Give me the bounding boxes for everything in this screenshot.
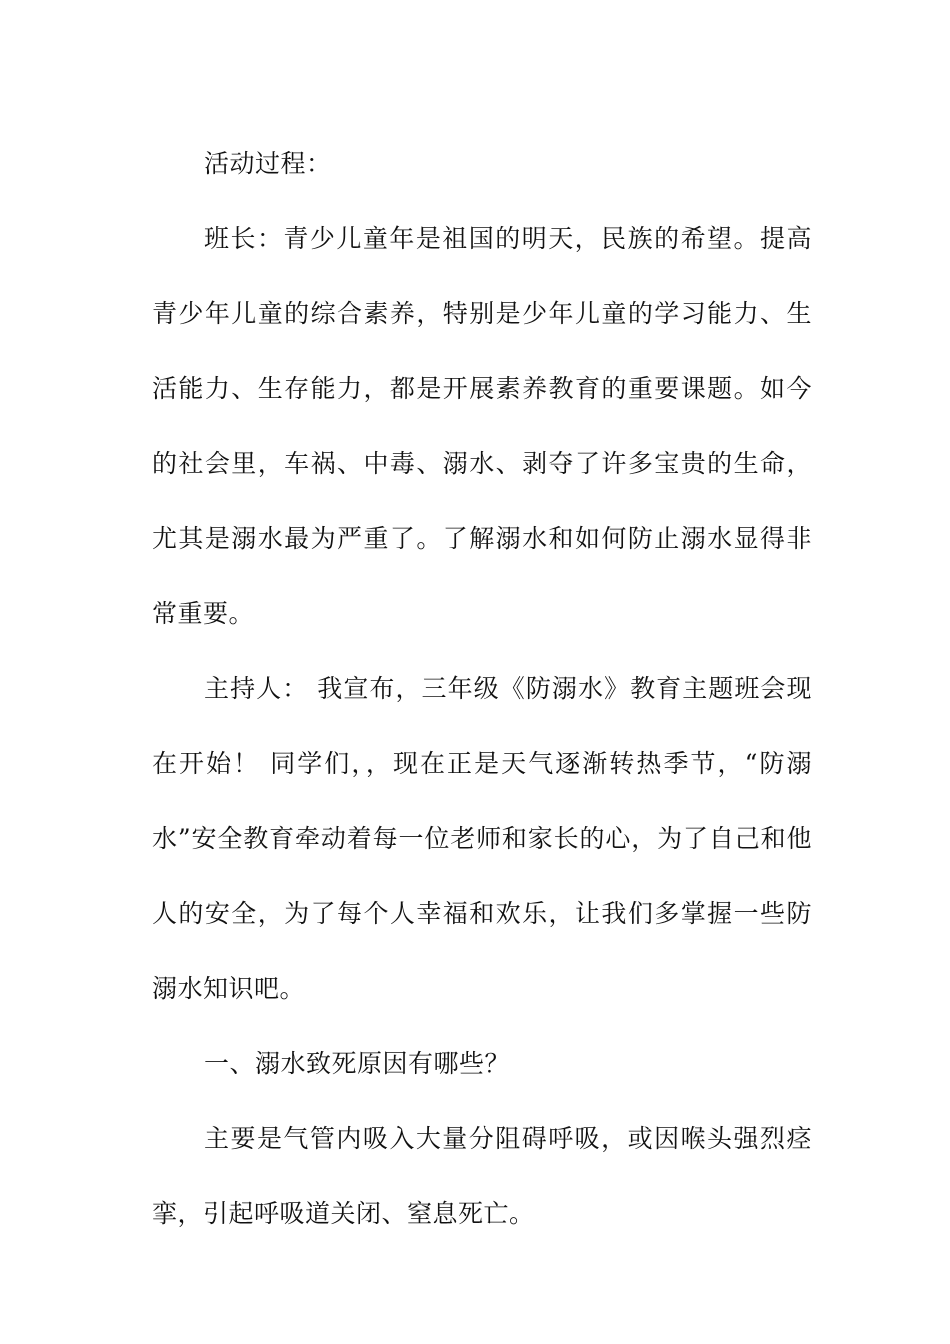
- document-body: [152, 126, 812, 1251]
- section-heading-drowning-causes: 一、溺水致死原因有哪些？: [204, 1049, 511, 1078]
- paragraph-monitor-speech: 班长：青少儿童年是祖国的明天，民族的希望。提高青少年儿童的综合素养，特别是少年儿童的学习能力、生活能力、生存能力，都是开展素养教育的重要课题。如今的社会里，车祸、中毒、溺水、剥夺了许多宝贵的生命，尤其是溺水最为严重了。了解溺水和如何防止溺水显得非常重要。: [152, 224, 812, 628]
- paragraph-drowning-causes: 主要是气管内吸入大量分阻碍呼吸，或因喉头强烈痉挛，引起呼吸道关闭、窒息死亡。: [152, 1124, 812, 1228]
- paragraph-host-speech: 主持人： 我宣布，三年级《防溺水》教育主题班会现在开始！ 同学们，，现在正是天气逐渐转热季节，“防溺水”安全教育牵动着每一位老师和家长的心，为了自己和他人的安全，为了每个人幸福和欢乐，让我们多掌握一些防溺水知识吧。: [152, 674, 812, 1003]
- section-heading-activity-process: 活动过程：: [204, 149, 332, 178]
